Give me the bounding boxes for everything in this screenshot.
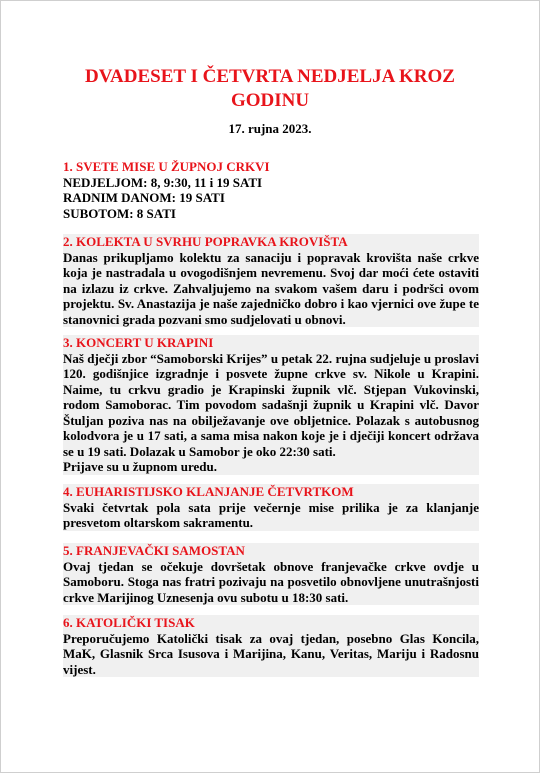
schedule-line: SUBOTOM: 8 SATI bbox=[63, 205, 176, 221]
bulletin-title: DVADESET I ČETVRTA NEDJELJA KROZ GODINU bbox=[85, 66, 455, 111]
section-heading: 4. EUHARISTIJSKO KLANJANJE ČETVRTKOM bbox=[63, 484, 354, 499]
section-friary bbox=[63, 543, 479, 605]
section-masses bbox=[63, 159, 479, 221]
section-heading: 1. SVETE MISE U ŽUPNOJ CRKVI bbox=[63, 159, 270, 174]
section-concert bbox=[63, 335, 479, 475]
section-note: Prijave su u župnom uredu. bbox=[63, 459, 217, 474]
section-heading: 5. FRANJEVAČKI SAMOSTAN bbox=[63, 543, 245, 558]
section-text: Preporučujemo Katolički tisak za ovaj tjedan, posebno Glas Koncila, MaK, Glasnik Srca Isusova i Marijina, Kanu, Veritas, Mariju i Radosnu vijest. bbox=[63, 630, 479, 677]
section-heading: 2. KOLEKTA U SVRHU POPRAVKA KROVIŠTA bbox=[63, 234, 348, 249]
section-text: Ovaj tjedan se očekuje dovršetak obnove franjevačke crkve ovdje u Samoboru. Stoga nas fratri pozivaju na posvetilo obnovljene unutrašnjosti crkve Marijinog Uznesenja ovu subotu u 18:30 sati. bbox=[63, 558, 479, 605]
section-collection bbox=[63, 234, 479, 327]
schedule-line: NEDJELJOM: 8, 9:30, 11 i 19 SATI bbox=[63, 174, 263, 190]
section-adoration bbox=[63, 484, 479, 531]
schedule-line: RADNIM DANOM: 19 SATI bbox=[63, 190, 225, 205]
section-text: Svaki četvrtak pola sata prije večernje mise prilika je za klanjanje presvetom oltarskom sakramentu. bbox=[63, 499, 479, 530]
section-heading: 6. KATOLIČKI TISAK bbox=[63, 615, 195, 630]
section-heading: 3. KONCERT U KRAPINI bbox=[63, 335, 214, 350]
section-press bbox=[63, 615, 479, 677]
section-text: Danas prikupljamo kolektu za sanaciju i popravak krovišta naše crkve koja je nastradala u ovogodišnjem nevremenu. Svoj dar moći ćete ostaviti na izlazu iz crkve. Zahvaljujemo na svakom vašem daru i podršci ovom projektu. Sv. Anastazija je naše zajedničko dobro i kao vjernici ove župe te stanovnici grada pozvani smo sudjelovati u obnovi. bbox=[63, 249, 479, 327]
bulletin-date: 17. rujna 2023. bbox=[228, 121, 312, 136]
section-text: Naš dječji zbor “Samoborski Krijes” u petak 22. rujna sudjeluje u proslavi 120. godišnjice izgradnje i posvete župne crkve sv. Nikole u Krapini. Naime, tu crkvu gradio je Krapinski župnik vlč. Stjepan Vukovinski, rodom Samoborac. Tim povodom sadašnji župnik u Krapini vlč. Davor Štuljan poziva nas na obilježavanje ove obljetnice. Polazak s autobusnog kolodvora je u 17 sati, a sama misa nakon koje je i dječiji koncert održava se u 19 sati. Dolazak u Samobor je oko 22:30 sati. bbox=[63, 350, 479, 459]
